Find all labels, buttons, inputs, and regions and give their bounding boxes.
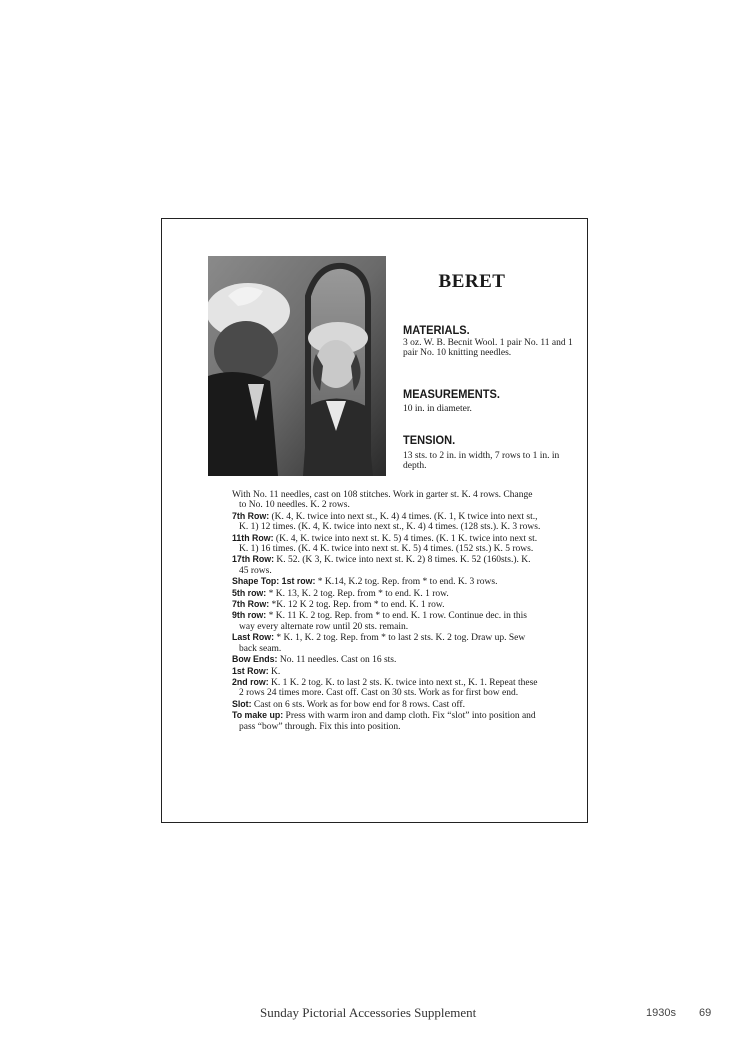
beret-photograph <box>208 256 386 476</box>
step-text: K. <box>268 666 281 677</box>
instruction-step <box>232 554 542 576</box>
pattern-card <box>161 218 588 823</box>
step-text: * K. 11 K. 2 tog. Rep. from * to end. K. 1 row. Continue dec. in this way every alternate row until 20 sts. remain. <box>239 611 528 632</box>
step-label: 17th Row: <box>232 554 275 565</box>
instruction-step <box>232 610 542 632</box>
step-label: 5th row: <box>232 587 267 598</box>
step-text: Cast on 6 sts. Work as for bow end for 8 rows. Cast off. <box>251 699 465 710</box>
knitting-instructions <box>232 489 542 732</box>
tension-heading: TENSION. <box>403 433 456 447</box>
step-label: 11th Row: <box>232 532 274 543</box>
step-text: * K. 13, K. 2 tog. Rep. from * to end. K. 1 row. <box>266 588 449 599</box>
tension-section <box>403 433 583 471</box>
step-label: 9th row: <box>232 610 267 621</box>
tension-text: 13 sts. to 2 in. in width, 7 rows to 1 in. in depth. <box>403 451 560 471</box>
step-label: Last Row: <box>232 632 275 643</box>
measurements-section <box>403 387 583 414</box>
instruction-step <box>232 710 542 732</box>
instruction-step <box>232 654 542 665</box>
page-number: 69 <box>699 1007 712 1019</box>
step-label: 1st Row: <box>232 665 269 676</box>
step-text: *K. 12 K 2 tog. Rep. from * to end. K. 1 row. <box>269 600 445 611</box>
instruction-step <box>232 533 542 555</box>
publication-title: Sunday Pictorial Accessories Supplement <box>260 1005 477 1020</box>
step-text: * K.14, K.2 tog. Rep. from * to end. K. 3 rows. <box>315 577 498 588</box>
step-text: Press with warm iron and damp cloth. Fix “slot” into position and pass “bow” through. Fix this into position. <box>239 711 536 732</box>
step-text: No. 11 needles. Cast on 16 sts. <box>277 655 397 666</box>
instruction-step <box>232 699 542 710</box>
instruction-step <box>232 588 542 599</box>
mirror-portrait-image <box>208 256 386 476</box>
instruction-step <box>232 666 542 677</box>
step-label: 7th Row: <box>232 510 270 521</box>
instruction-step <box>232 489 542 511</box>
step-label: 2nd row: <box>232 676 269 687</box>
step-text: (K. 4, K. twice into next st. K. 5) 4 times. (K. 1 K. twice into next st. K. 1) 16 times. (K. 4 K. twice into next st. K. 5) 4 times. (152 sts.) K. 5 rows. <box>239 533 538 555</box>
step-text: * K. 1, K. 2 tog. Rep. from * to last 2 sts. K. 2 tog. Draw up. Sew back seam. <box>239 633 526 654</box>
pattern-title: BERET <box>438 271 506 292</box>
materials-heading: MATERIALS. <box>403 323 470 337</box>
step-label: 7th Row: <box>232 599 270 610</box>
step-text: (K. 4, K. twice into next st., K. 4) 4 times. (K. 1, K twice into next st., K. 1) 12 times. (K. 4, K. twice into next st., K. 4) 4 times. (128 sts.). K. 3 rows. <box>239 511 541 533</box>
measurements-heading: MEASUREMENTS. <box>403 387 500 401</box>
instruction-step <box>232 599 542 610</box>
era-label: 1930s <box>646 1007 676 1019</box>
step-label: Bow Ends: <box>232 654 278 665</box>
step-text: K. 52. (K 3, K. twice into next st. K. 2) 8 times. K. 52 (160sts.). K. 45 rows. <box>239 555 531 576</box>
step-label: Slot: <box>232 698 252 709</box>
instruction-step <box>232 576 542 587</box>
step-label: To make up: <box>232 710 284 721</box>
instruction-step <box>232 677 542 699</box>
measurements-text: 10 in. in diameter. <box>403 404 472 414</box>
step-label: Shape Top: 1st row: <box>232 576 316 587</box>
step-text: K. 1 K. 2 tog. K. to last 2 sts. K. twice into next st., K. 1. Repeat these 2 rows 24 times more. Cast off. Cast on 30 sts. Work as for first bow end. <box>239 677 538 699</box>
step-text: With No. 11 needles, cast on 108 stitches. Work in garter st. K. 4 rows. Change to No. 10 needles. K. 2 rows. <box>232 490 533 511</box>
materials-text: 3 oz. W. B. Becnit Wool. 1 pair No. 11 and 1 pair No. 10 knitting needles. <box>403 338 573 358</box>
instruction-step <box>232 632 542 654</box>
instruction-step <box>232 511 542 533</box>
materials-section <box>403 323 583 358</box>
